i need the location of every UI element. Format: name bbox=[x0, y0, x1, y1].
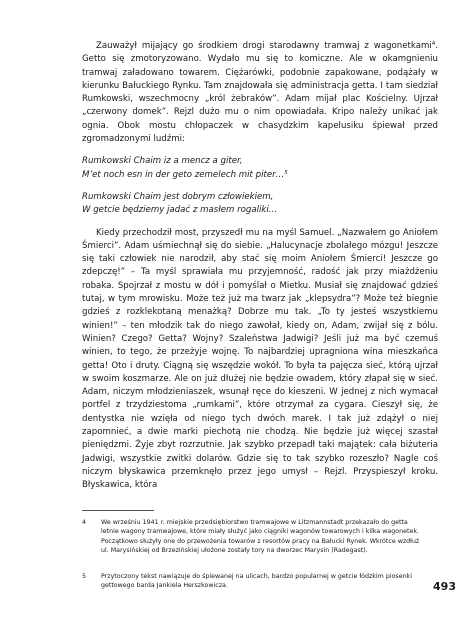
footnote bbox=[82, 518, 422, 556]
footnote-divider bbox=[82, 510, 154, 511]
footnote-text: Przytoczony tekst nawiązuje do śpiewanej na ulicach, bardzo popularnej w getcie łódzkim piosenki gettowego barda Jankiela Herszkowicza. bbox=[101, 573, 412, 590]
paragraph-text: Zauważył mijający go środkiem drogi starodawny tramwaj z wagonetkami bbox=[96, 41, 432, 51]
page-number: 493 bbox=[433, 580, 456, 593]
paragraph bbox=[82, 40, 438, 146]
footnote-number: 5 bbox=[82, 573, 87, 580]
song-text: M’et noch esn in der geto zemelech mit piter… bbox=[82, 169, 285, 180]
footnote-ref[interactable]: 5 bbox=[284, 169, 288, 176]
song-line: W getcie będziemy jadać z masłem rogaliki… bbox=[82, 205, 278, 216]
paragraph: Kiedy przechodził most, przyszedł mu na myśl Samuel. „Nazwałem go Aniołem Śmierci”. Adam uśmiechnął się do siebie. „Halucynacje zbolałego mózgu! Jeszcze się taki człowiek nie narodził, aby stać się moim Aniołem Śmierci! Jeszcze go zdepczę!” – Ta myśl sprawiała mu przyjemność, radość jak przy miażdżeniu robaka. Spojrzał z mostu w dół i pomyślał o Mietku. Musiał się znajdować gdzieś tutaj, w tym mrowisku. Może też już ma twarz jak „klepsydra”? Może też biegnie gdzieś z rozklekotaną menażką? Dobrze mu tak. „To ty jesteś wszystkiemu winien!” – ten młodzik tak do niego zawołał, kiedy on, Adam, zwijał się z bólu. Winien? Czego? Getta? Wojny? Szaleństwa Jadwigi? Jeśli już ma być czemuś winien, to tego, że przeżyje wojnę. To najbardziej upragniona wina mieszkańca getta! Oto i druty. Ciągną się wszędzie wokół. To była ta pajęcza sieć, którą ujrzał w swoim koszmarze. Ale on już dłużej nie będzie owadem, który złapał się w sieć. Adam, niczym młodzieniaszek, wsunął ręce do kieszeni. W jednej z nich wymacał portfel z trzydziestoma „rumkami”, które otrzymał za cygara. Cieszył się, że dentystka nie wzięła od niego tych dwóch marek. I tak już zdążył o niej zapomnieć, a dwie marki piechotą nie chodzą. Nie będzie już więcej szastał pieniędzmi. Żyje zbyt rozrzutnie. Jak szybko przepadł taki majątek: cała biżuteria Jadwigi, wszystkie zwitki dolarów. Gdzie się to tak szybko rozeszło? Nagle coś niczym błyskawica przemknęło przez jego umysł – Rejzl. Przyspieszył kroku. Błyskawica, która bbox=[82, 227, 438, 491]
footnote-text: We wrześniu 1941 r. miejskie przedsiębiorstwo tramwajowe w Litzmannstadt przekazało do getta letnie wagony tramwajowe, które miały służyć jako ciągniki wagonów towarowych i kilka wagonetek. Początkowo służyły one do przewożenia towarów z resortów pracy na Bałucki Rynek. Wkrótce wzdłuż ul. Marysińskiej od Brzezińskiej ułożone zostały tory na dworzec Marysin (Radegast). bbox=[101, 519, 420, 555]
paragraph-text: . Getto się zmotoryzowano. Wydało mu się to komiczne. Ale w okamgnieniu tramwaj załadowano towarem. Ciężarówki, podobnie zapakowane, podążały w kierunku Bałuckiego Rynku. Tam znajdowała się administracja getta. I tam siedział Rumkowski, wszechmocny „król żebraków”. Adam mijał plac Kościelny. Ujrzał „czerwony domek”. Rejzl dużo mu o nim opowiadała. Kripo należy unikać jak ognia. Obok mostu chłopaczek w chasydzkim kapelusiku śpiewał przed zgromadzonymi ludźmi: bbox=[82, 41, 438, 145]
footnote bbox=[82, 572, 422, 591]
main-text bbox=[82, 40, 438, 493]
song-line: Rumkowski Chaim jest dobrym człowiekiem, bbox=[82, 191, 274, 202]
footnote-number: 4 bbox=[82, 519, 87, 526]
song-line: Rumkowski Chaim iz a mencz a giter, bbox=[82, 156, 243, 167]
footnote-ref[interactable]: 4 bbox=[431, 41, 436, 47]
song-line bbox=[82, 169, 438, 182]
